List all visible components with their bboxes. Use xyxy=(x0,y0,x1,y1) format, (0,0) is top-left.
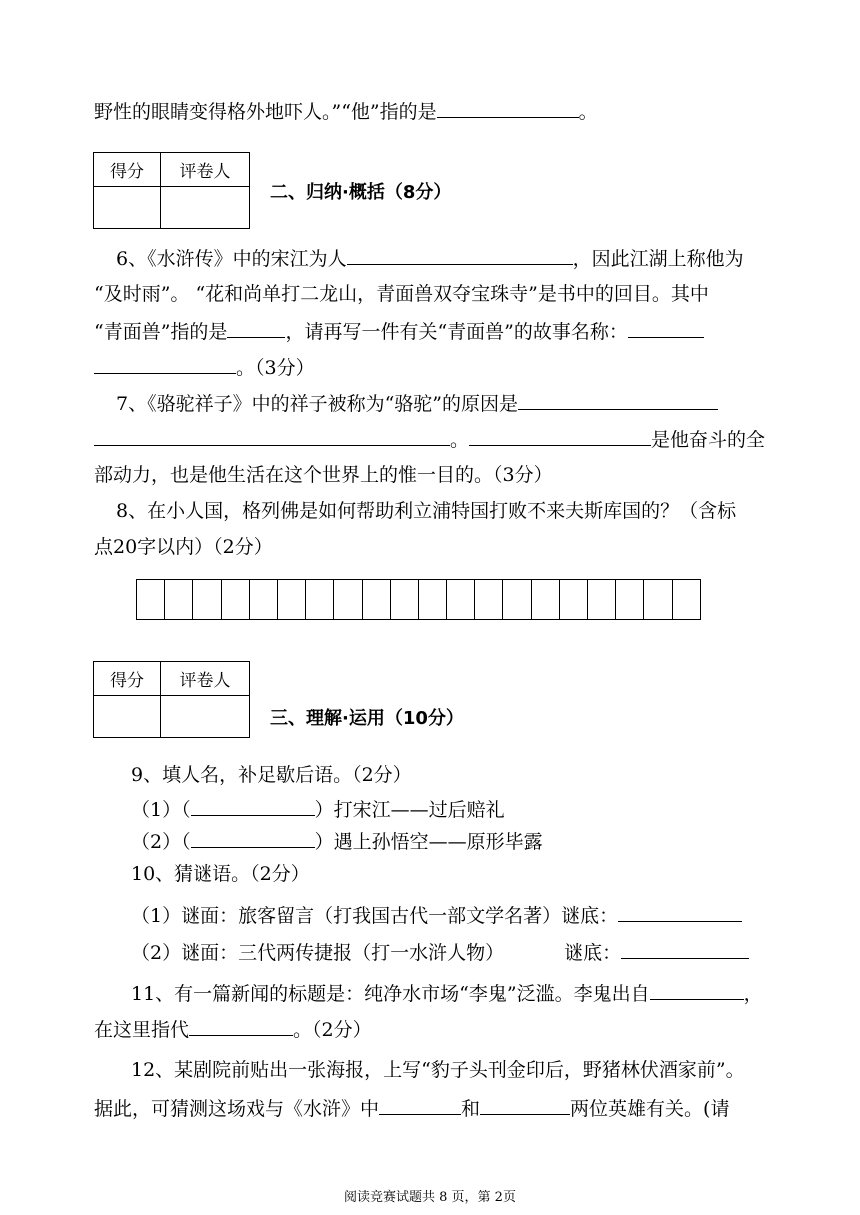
grid-cell[interactable] xyxy=(447,580,475,619)
grid-cell[interactable] xyxy=(222,580,250,619)
grid-cell[interactable] xyxy=(165,580,193,619)
answer-blank[interactable] xyxy=(518,391,718,410)
grid-cell[interactable] xyxy=(137,580,165,619)
answer-blank[interactable] xyxy=(347,246,573,265)
question-10-item-1 xyxy=(131,903,742,928)
text-line xyxy=(94,99,598,124)
page-footer: 阅读竞赛试题共 8 页，第 2页 xyxy=(344,1190,516,1205)
grid-cell[interactable] xyxy=(560,580,588,619)
text: 野性的眼睛变得格外地吓人。”“他”指的是 xyxy=(94,101,437,123)
answer-blank[interactable] xyxy=(189,1017,293,1036)
answer-blank[interactable] xyxy=(621,940,749,959)
grid-cell[interactable] xyxy=(644,580,672,619)
grid-cell[interactable] xyxy=(391,580,419,619)
answer-blank[interactable] xyxy=(480,1096,570,1115)
grid-cell[interactable] xyxy=(306,580,334,619)
section-heading: 三、理解·运用（10分） xyxy=(270,708,464,729)
question-8-line-1: 8、在小人国，格列佛是如何帮助利立浦特国打败不来夫斯库国的？（含标 xyxy=(116,500,737,522)
question-6-line-4 xyxy=(94,355,315,380)
question-6-line-2: “及时雨”。 “花和尚单打二龙山，青面兽双夺宝珠寺”是书中的回目。其中 xyxy=(94,283,709,305)
answer-blank[interactable] xyxy=(628,319,704,338)
answer-blank[interactable] xyxy=(437,99,579,118)
grid-cell[interactable] xyxy=(334,580,362,619)
grid-cell[interactable] xyxy=(616,580,644,619)
answer-blank[interactable] xyxy=(650,981,744,1000)
grid-cell[interactable] xyxy=(588,580,616,619)
answer-blank[interactable] xyxy=(191,797,315,816)
text: （1）谜面：旅客留言（打我国古代一部文学名著）谜底： xyxy=(131,905,619,927)
grader-header: 评卷人 xyxy=(161,662,250,696)
text: （2）（ xyxy=(131,831,191,853)
question-7-line-3: 部动力，也是他生活在这个世界上的惟一目的。（3分） xyxy=(94,464,553,486)
text: （2）谜面：三代两传捷报（打一水浒人物） xyxy=(131,942,505,964)
score-cell[interactable] xyxy=(94,187,161,229)
text: ， xyxy=(743,983,763,1005)
grid-cell[interactable] xyxy=(532,580,560,619)
answer-blank[interactable] xyxy=(191,829,315,848)
question-7-line-2 xyxy=(94,427,765,452)
question-11-line-1 xyxy=(131,981,763,1006)
text: 。（2分） xyxy=(293,1019,372,1041)
text: 两位英雄有关。(请 xyxy=(570,1098,730,1120)
text: ，请再写一件有关“青面兽”的故事名称： xyxy=(285,321,628,343)
score-header: 得分 xyxy=(94,662,161,696)
text: 。 xyxy=(450,429,470,451)
grid-cell[interactable] xyxy=(250,580,278,619)
question-10-item-2 xyxy=(131,940,749,965)
text: 据此，可猜测这场戏与《水浒》中 xyxy=(94,1098,380,1120)
text: 。 xyxy=(578,101,598,123)
score-table xyxy=(93,152,250,229)
answer-blank[interactable] xyxy=(618,903,742,922)
text: 。（3分） xyxy=(236,357,315,379)
text: 6、《水浒传》中的宋江为人 xyxy=(116,248,347,270)
score-cell[interactable] xyxy=(94,696,161,738)
grid-cell[interactable] xyxy=(673,580,701,619)
text: （1）（ xyxy=(131,799,191,821)
grid-cell[interactable] xyxy=(363,580,391,619)
text: 11、有一篇新闻的标题是：纯净水市场“李鬼”泛滥。李鬼出自 xyxy=(131,983,650,1005)
grid-cell[interactable] xyxy=(193,580,221,619)
question-9-item-2 xyxy=(131,829,543,854)
text: “青面兽”指的是 xyxy=(94,321,228,343)
text: 7、《骆驼祥子》中的祥子被称为“骆驼”的原因是 xyxy=(116,393,519,415)
grid-cell[interactable] xyxy=(419,580,447,619)
section-heading: 二、归纳·概括（8分） xyxy=(270,182,452,203)
question-12-line-1: 12、某剧院前贴出一张海报，上写“豹子头刊金印后，野猪林伏酒家前”。 xyxy=(131,1059,745,1081)
text: 在这里指代 xyxy=(94,1019,190,1041)
answer-grid[interactable] xyxy=(136,579,701,620)
question-9-title: 9、填人名，补足歇后语。（2分） xyxy=(131,764,412,786)
question-12-line-2 xyxy=(94,1096,729,1121)
text: 谜底： xyxy=(564,942,622,964)
question-6-line-1 xyxy=(116,246,744,271)
grid-cell[interactable] xyxy=(475,580,503,619)
text: 和 xyxy=(461,1098,481,1120)
answer-blank[interactable] xyxy=(379,1096,461,1115)
score-table xyxy=(93,661,250,738)
text: ）打宋江——过后赔礼 xyxy=(314,799,505,821)
grader-cell[interactable] xyxy=(161,187,250,229)
text: 是他奋斗的全 xyxy=(651,429,766,451)
grid-cell[interactable] xyxy=(503,580,531,619)
grader-cell[interactable] xyxy=(161,696,250,738)
grader-header: 评卷人 xyxy=(161,153,250,187)
text: ，因此江湖上称他为 xyxy=(572,248,744,270)
answer-blank[interactable] xyxy=(94,355,236,374)
answer-blank[interactable] xyxy=(227,319,285,338)
question-10-title: 10、猜谜语。（2分） xyxy=(131,863,310,885)
score-header: 得分 xyxy=(94,153,161,187)
grid-cell[interactable] xyxy=(278,580,306,619)
answer-blank[interactable] xyxy=(94,427,450,446)
question-7-line-1 xyxy=(116,391,718,416)
question-9-item-1 xyxy=(131,797,505,822)
question-11-line-2 xyxy=(94,1017,372,1042)
question-8-line-2: 点20字以内）（2分） xyxy=(94,536,273,558)
text: ）遇上孙悟空——原形毕露 xyxy=(314,831,543,853)
answer-blank[interactable] xyxy=(469,427,651,446)
question-6-line-3 xyxy=(94,319,704,344)
